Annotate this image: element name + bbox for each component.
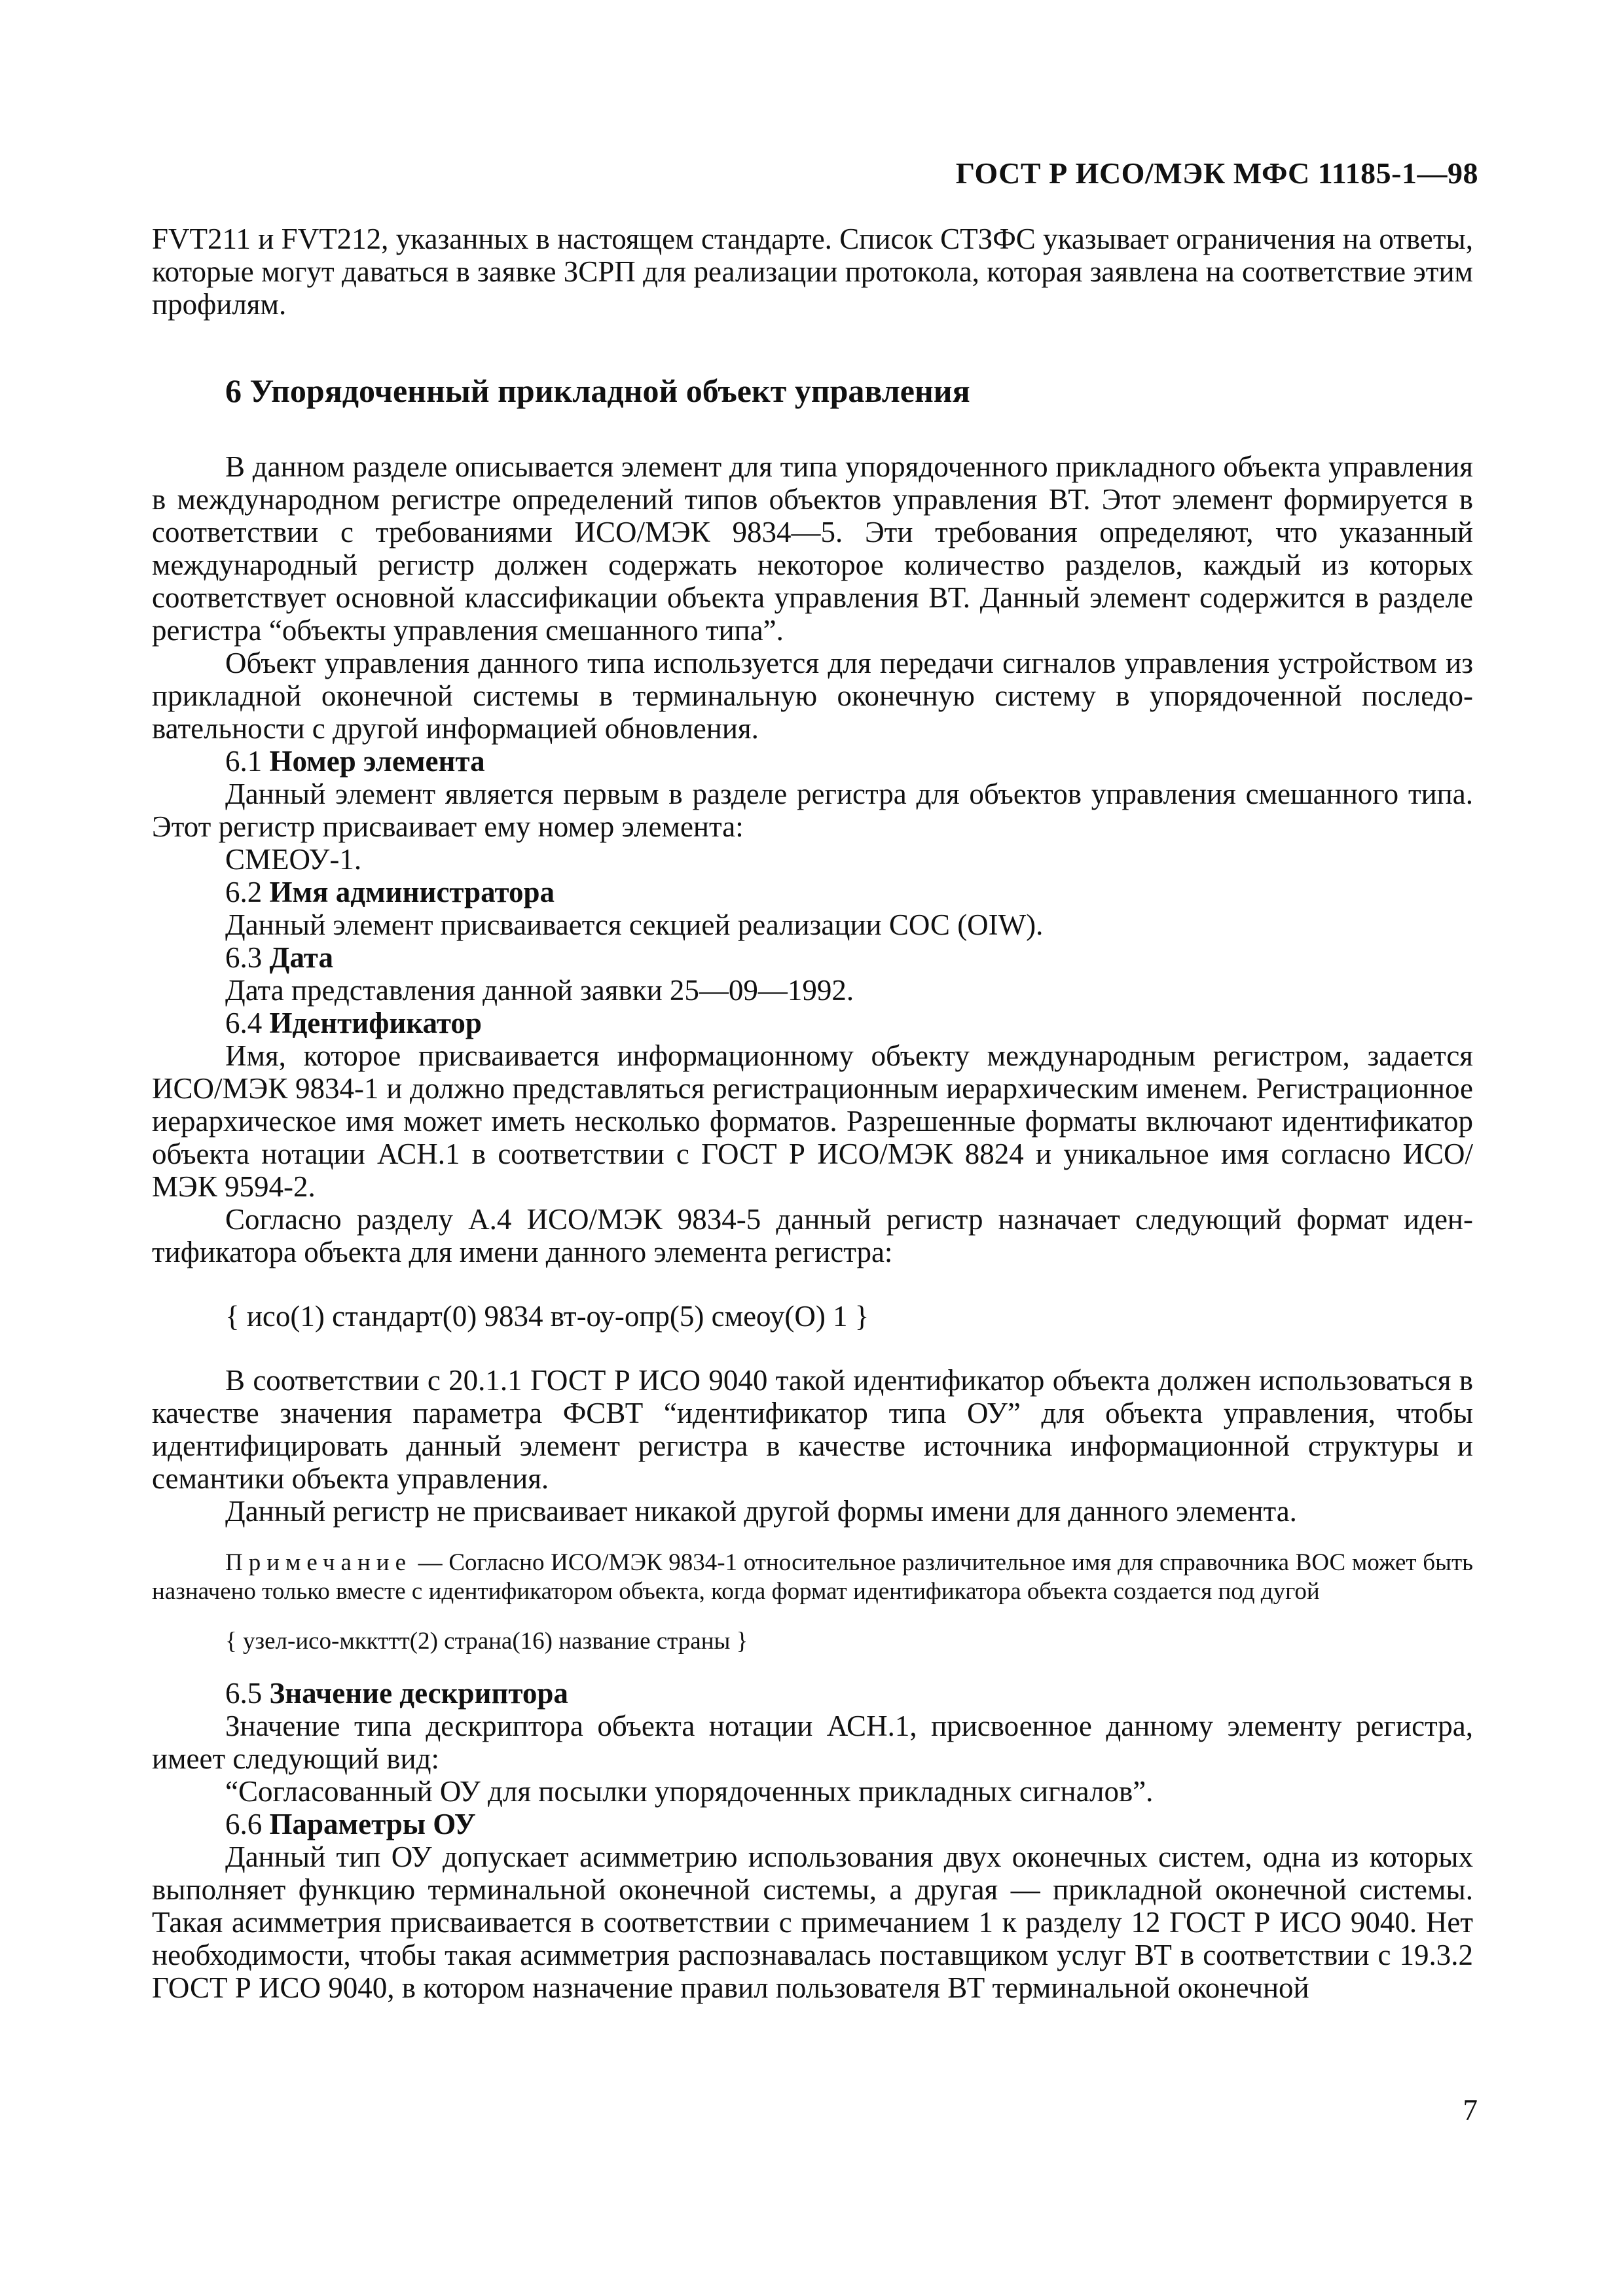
intro-paragraph: FVT211 и FVT212, указанных в настоящем стандарте. Список СТЗФС указывает ограничения на ответы, которые могут даваться в заявке ЗСРП для реализации протокола, которая заявлена на соответствие этим профилям. [152,223,1473,321]
section-6-title: 6 Упорядоченный прикладной объект управления [225,372,970,409]
subsection-6-3-text: Дата представления данной заявки 25—09—1992. [225,974,854,1007]
subsection-6-6-heading [152,1808,1473,1840]
subsection-title: Дата [269,941,333,974]
subsection-6-4-heading [152,1007,1473,1039]
subsection-6-5-heading [152,1677,1473,1710]
object-identifier-code: { исо(1) стандарт(0) 9834 вт-оу-опр(5) смеоу(О) 1 } [225,1300,869,1333]
subsection-title: Идентификатор [269,1007,482,1039]
subsection-title: Номер элемента [269,745,485,778]
subsection-6-2-text: Данный элемент присваивается секцией реализации СОС (OIW). [225,908,1044,941]
subsection-number: 6.4 [225,1007,263,1039]
section-6-paragraph-2: Объект управления данного типа используется для передачи сигналов управления устройством из прикладной оконечной системы в терминальную оконечную систему в упорядоченной последовательности с другой информацией обновления. [152,647,1473,745]
subsection-6-2-heading [152,876,1473,908]
note-text: — Согласно ИСО/МЭК 9834-1 относительное различительное имя для справочника ВОС может быть назначено только вместе с идентификатором объекта, когда формат идентификатора объекта создается под дугой [152,1549,1473,1605]
subsection-number: 6.5 [225,1677,263,1710]
note-label: Примечание [225,1549,412,1576]
subsection-6-4-paragraph-2: Согласно разделу А.4 ИСО/МЭК 9834-5 данный регистр назначает следующий формат идентификатора объекта для имени данного элемента регистра: [152,1203,1473,1268]
subsection-6-3-heading [152,941,1473,974]
subsection-number: 6.1 [225,745,263,778]
subsection-number: 6.6 [225,1808,263,1840]
element-number-value: СМЕОУ-1. [225,843,362,876]
subsection-6-4-paragraph-4: Данный регистр не присваивает никакой другой формы имени для данного элемента. [225,1495,1297,1528]
subsection-6-5-text: Значение типа дескриптора объекта нотации АСН.1, присвоенное данному элементу регистра, имеет следующий вид: [152,1710,1473,1775]
subsection-6-1-heading [152,745,1473,778]
subsection-6-4-paragraph-3: В соответствии с 20.1.1 ГОСТ Р ИСО 9040 такой идентификатор объекта должен использоваться в качестве значения параметра ФСВТ “идентификатор типа ОУ” для объекта управления, чтобы идентифицировать данный элемент регистра в качестве источника информационной структуры и семантики объекта управления. [152,1364,1473,1495]
descriptor-value: “Согласованный ОУ для посылки упорядоченных прикладных сигналов”. [225,1775,1154,1808]
note-code: { узел-исо-мккттт(2) страна(16) название страны } [225,1628,748,1655]
standard-header: ГОСТ Р ИСО/МЭК МФС 11185-1—98 [955,156,1478,190]
subsection-6-4-paragraph-1: Имя, которое присваивается информационному объекту международным регистром, задается ИСО/МЭК 9834-1 и должно представляться регистрационным иерархическим именем. Регистрационное иерархическое имя может иметь несколько форматов. Разрешенные форматы включают идентификатор объекта нотации АСН.1 в соответствии с ГОСТ Р ИСО/МЭК 8824 и уникальное имя согласно ИСО/МЭК 9594-2. [152,1039,1473,1203]
subsection-title: Параметры ОУ [269,1808,476,1840]
note-paragraph [152,1549,1473,1606]
subsection-title: Значение дескриптора [269,1677,568,1710]
subsection-6-6-text: Данный тип ОУ допускает асимметрию использования двух оконечных систем, одна из которых выполняет функцию терминальной оконечной системы, а другая — прикладной оконечной системы. Такая асимметрия присваивается в соответствии с примечанием 1 к разделу 12 ГОСТ Р ИСО 9040. Нет необходимости, чтобы такая асимметрия распознавалась поставщиком услуг ВТ в соответствии с 19.3.2 ГОСТ Р ИСО 9040, в котором назначение правил пользователя ВТ терминальной оконечной [152,1840,1473,2004]
page-number: 7 [1463,2094,1478,2126]
subsection-number: 6.2 [225,876,263,908]
document-body [152,223,1473,2004]
subsection-title: Имя администратора [269,876,555,908]
section-6-paragraph-1: В данном разделе описывается элемент для типа упорядоченного прикладного объекта управления в международном регистре определений типов объектов управления ВТ. Этот элемент формируется в соответствии с требованиями ИСО/МЭК 9834—5. Эти требования определяют, что указанный международный регистр должен содержать некоторое количество разделов, каждый из которых соответствует основной классификации объекта управления ВТ. Данный элемент содержится в разделе регистра “объекты управления смешанного типа”. [152,450,1473,647]
subsection-6-1-text: Данный элемент является первым в разделе регистра для объектов управления смешанного типа. Этот регистр присваивает ему номер элемента: [152,778,1473,843]
subsection-number: 6.3 [225,941,263,974]
